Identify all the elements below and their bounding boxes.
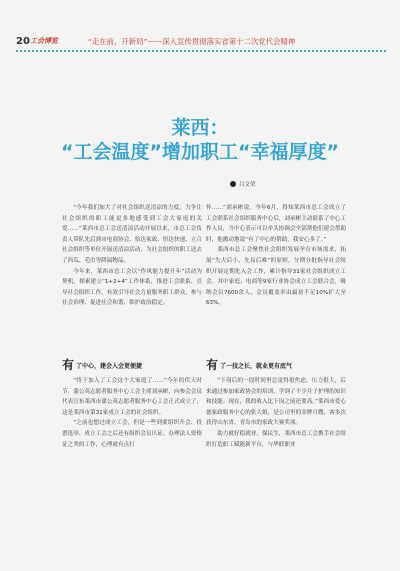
- author-name: 吕文荣: [239, 182, 256, 188]
- intro-column-left: [62, 203, 202, 309]
- section-body-right: [206, 376, 346, 450]
- author-byline: [230, 180, 256, 188]
- section-initial: 有: [62, 358, 75, 372]
- intro-column-right: [206, 203, 346, 309]
- paragraph: 莱西市总工会聚焦社会组织发展孕育市场需求，拓展“失大后小、先易后难”的原则，分期分批指导社会组织开展定期化入会工作，累计指导31家社会组织成立工会。其中家庭、电商等9家行业协会成立工会联合会，吸纳会员7600余人，会员覆盖率由最初不足10%扩大至63%。: [206, 247, 346, 307]
- paragraph: “今年我们加大了对社会组织送清凉的力度，力争让社会组织的职工能更多地感受到工会大家庭的关爱……”莱西市总工会送清凉活动开展以来，市总工会负责人带队先后到市电商协会、恰达家政、恒达快递、立合社会组织等单位开展送清凉活动，为社会组织的职工送去了西瓜、毛巾等降温物品。: [62, 205, 202, 264]
- paragraph: “之前也想过成立工会，但是一些到要组织开会、投票选举、成立工会之后还有组织会员认证、办理法人资格证之类的工作，心理就有点打: [62, 420, 202, 448]
- section-heading-right: [206, 359, 292, 371]
- section-body-left: [62, 376, 202, 450]
- paragraph: 今年来，莱西市总工会以“作风能力提升年”活动为契机，探索建立“1+2+4”工作体系，推进工会联系、引导社会组织工作，有效引导社会力量服务职工群众、参与社会治理、促进社会和谐、维护政治稳定。: [62, 268, 202, 307]
- title-line-2: “工会温度”增加职工“幸福厚度”: [61, 141, 339, 163]
- section-heading-left: [62, 359, 142, 371]
- section-heading-text: 了中心，建会入会更便捷: [76, 363, 143, 370]
- page-number: 20: [16, 36, 30, 47]
- title-line-1: 莱西：: [171, 117, 229, 139]
- paragraph: “终于加入了工会这个大家庭了……”今年的伏天时节，蒲公英志愿者服务中心工会主席刘承彬，向参会会员代表宣布莱西市蒲公英志愿者服务中心工会正式成立了，这是莱西市第31家成立工会的社会组织。: [62, 378, 202, 416]
- article-title: [40, 116, 360, 164]
- paragraph: 助力就好稳就业，保民生，莱西市总工会携手社会组织打造职工赋能新平台，与华联职业: [206, 430, 346, 448]
- section-initial: 有: [206, 358, 219, 372]
- section-heading-text: 了一技之长，就业更有底气: [220, 363, 293, 370]
- magazine-logo: 工会博览: [30, 37, 58, 45]
- page-header: [0, 0, 400, 62]
- paragraph: 怀……”刘承彬说。今年6月，得知莱西市总工会成立了工会联系社会组织服务中心后，刘承彬主动联系了中心工作人员，当中心表示可以牵头协调会全部帮他们建会帮助时，他激动地说“有了中心的帮助，我安心多了。”: [206, 205, 346, 243]
- paragraph: “下岗后的一段时间里总觉得很焦虑，压力很大，后来通过参加家政协会的培训，学到了不少月子护理的知识和技能。现在，我的收入比下岗之前还要高。”莱西市爱心德家政服务中心的张大姐，是公司里的金牌月嫂，客多次获得山东省、青岛市的家政大赛奖项。: [206, 378, 346, 427]
- header-slogan: “走在前，开新局”——深入宣传贯彻落实省第十二次党代会精神: [88, 37, 296, 46]
- header-divider: [16, 50, 386, 52]
- author-dot-icon: [230, 181, 236, 187]
